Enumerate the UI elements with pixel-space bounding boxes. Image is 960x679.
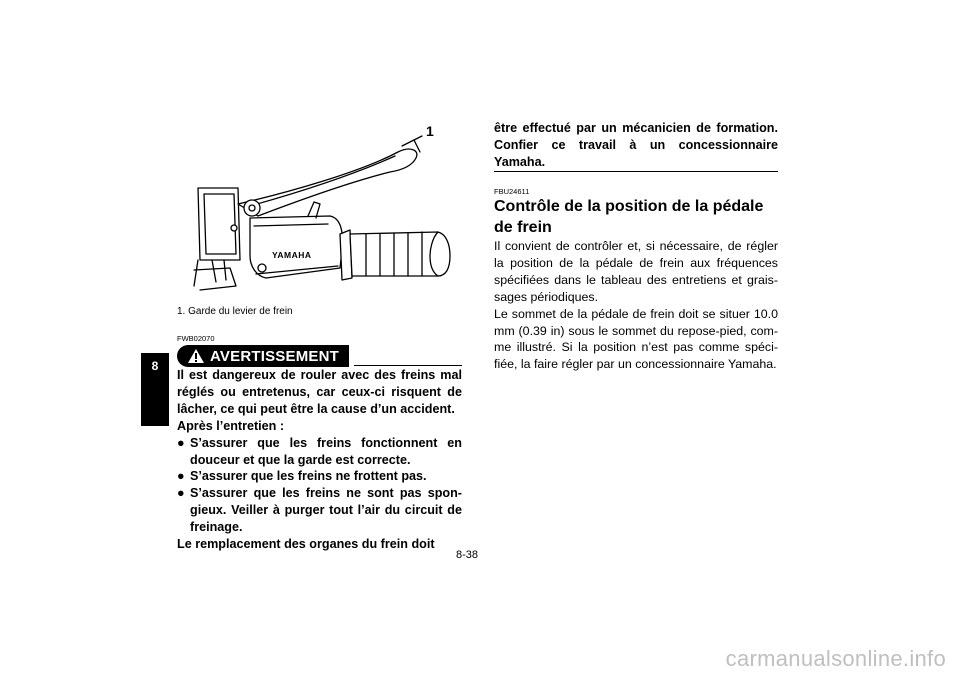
warning-triangle-icon: [187, 348, 205, 364]
bullet-icon: ●: [177, 486, 185, 501]
body-paragraph: Il convient de contrôler et, si nécessaire, de régler la position de la pédale de frein aux fréquences spécifiées dans le tableau des entretiens et grais-sages périodiques.: [494, 239, 778, 304]
section-body: [494, 238, 778, 373]
section-title: Contrôle de la position de la pédale de frein: [494, 198, 764, 236]
brake-lever-figure: [190, 110, 460, 300]
warning-bullet-list: [177, 435, 462, 536]
figure-caption: 1. Garde du levier de frein: [177, 306, 293, 317]
warning-intro: Il est dangereux de rouler avec des freins mal réglés ou entretenus, car ceux-ci risquent de lâcher, ce qui peut être la cause d’un accident.: [177, 368, 462, 416]
warning-label: AVERTISSEMENT: [209, 347, 339, 365]
warning-banner: [177, 345, 349, 367]
warning-continuation: être effectué par un mécanicien de formation. Confier ce travail à un concessionnaire Yamaha.: [494, 121, 778, 169]
section-code: FBU24611: [494, 187, 530, 196]
warning-rule: [354, 365, 462, 366]
bullet-icon: ●: [177, 435, 185, 450]
warning-text: [177, 367, 462, 553]
list-item: ● S’assurer que les freins ne sont pas spon-gieux. Veiller à purger tout l’air du circuit de freinage.: [177, 486, 462, 535]
callout-number: 1: [426, 123, 434, 139]
warning-replacement: Le remplacement des organes du frein doit: [177, 537, 435, 552]
brand-label: YAMAHA: [272, 250, 312, 260]
watermark: carmanualsonline.info: [725, 646, 946, 671]
list-item: ● S’assurer que les freins fonctionnent en douceur et que la garde est correcte.: [177, 435, 462, 467]
warning-end-rule: [494, 171, 778, 172]
page-number: 8-38: [456, 549, 479, 561]
body-paragraph: Le sommet de la pédale de frein doit se situer 10.0 mm (0.39 in) sous le sommet du repose-pied, com-me illustré. Si la position n’est pas comme spéci-fiée, la faire régler par un concessionnaire Yamaha.: [494, 306, 778, 372]
warning-code: FWB02070: [177, 334, 215, 343]
warning-after-service: Après l’entretien :: [177, 418, 285, 433]
bullet-icon: ●: [177, 469, 185, 484]
list-item: ● S’assurer que les freins ne frottent pas.: [177, 469, 427, 484]
chapter-tab: 8: [141, 353, 169, 426]
